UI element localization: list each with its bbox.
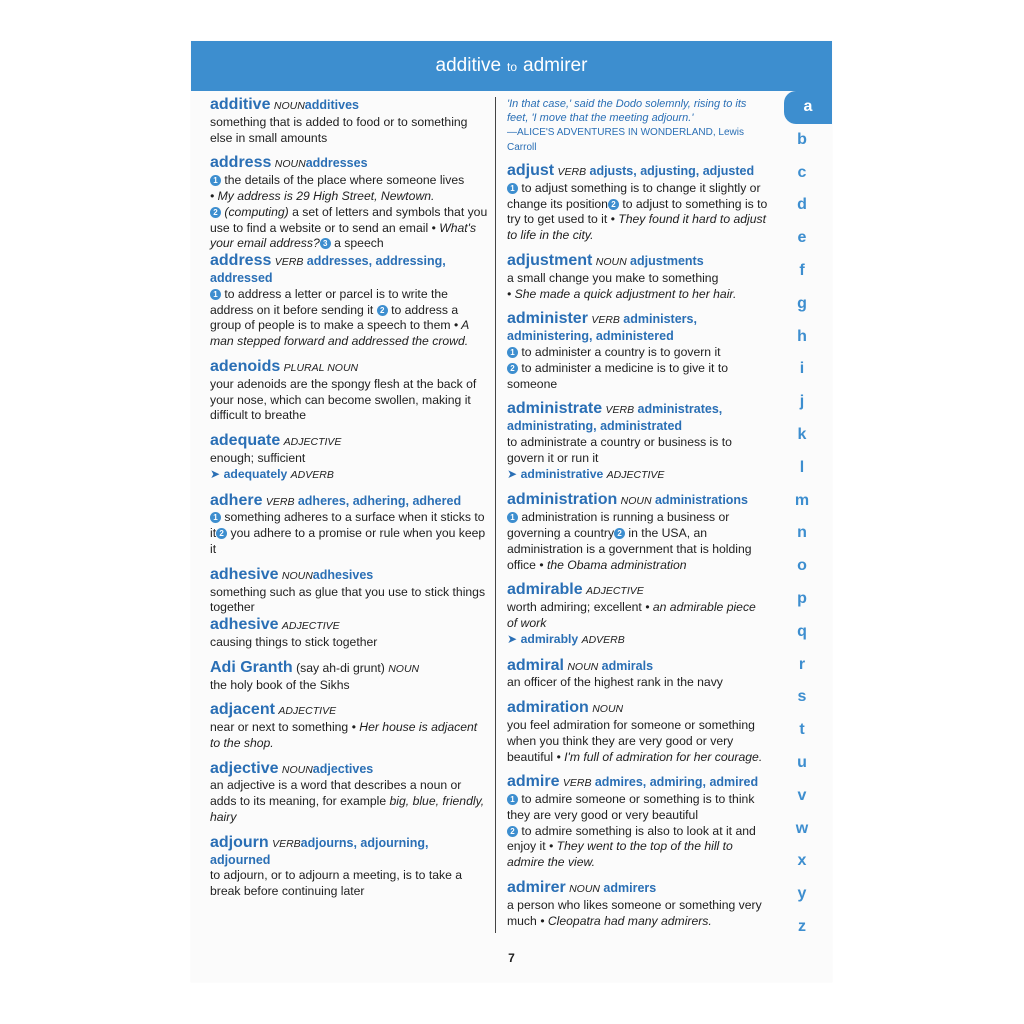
entry-adequate (210, 433, 490, 483)
index-letter-p[interactable]: p (797, 589, 807, 607)
sense-number-2-icon: 2 (377, 305, 388, 316)
example: • Her house is adjacent to the shop. (210, 720, 478, 750)
index-letter-u[interactable]: u (797, 753, 807, 771)
headword: admiration (507, 699, 589, 717)
part-of-speech: ADJECTIVE (283, 436, 342, 449)
entry-adjourn (210, 835, 490, 900)
index-letter-a[interactable]: a (784, 91, 832, 124)
derived-word: adequately (223, 466, 288, 481)
derived-word: admirably (520, 631, 579, 646)
derived-pos: ADVERB (290, 468, 334, 481)
definition: something such as glue that you use to stick things together (210, 584, 486, 615)
headword: address (210, 154, 272, 172)
headword: adjacent (210, 701, 275, 719)
part-of-speech: ADJECTIVE (585, 585, 644, 598)
part-of-speech: NOUN (274, 158, 306, 171)
word-forms: adhesives (312, 567, 374, 582)
definition: worth admiring; excellent (507, 600, 642, 615)
index-letter-s[interactable]: s (797, 688, 807, 706)
part-of-speech: NOUN (281, 763, 313, 776)
word-forms: adjustments (630, 253, 704, 268)
index-letter-f[interactable]: f (799, 261, 805, 279)
sense-number-1-icon: 1 (210, 289, 221, 300)
entry-admiration (507, 700, 769, 765)
part-of-speech: VERB (562, 777, 592, 790)
entry-admirer (507, 880, 769, 929)
definition: a person who likes someone or something very much (507, 897, 762, 928)
entry-adjective (210, 761, 490, 826)
headword: adhere (210, 491, 263, 509)
word-forms: addresses, addressing, addressed (210, 254, 446, 285)
entry-additive (210, 97, 490, 146)
sense-2: a set of letters and symbols that you use to find a website or to send an email (210, 204, 488, 235)
word-forms: admires, admiring, admired (594, 775, 759, 790)
index-letter-q[interactable]: q (797, 622, 807, 640)
word-forms: adjectives (312, 761, 374, 776)
entry-adenoids (210, 359, 490, 424)
entry-admirable (507, 582, 769, 648)
headword: adenoids (210, 357, 281, 375)
entry-administrate (507, 401, 769, 483)
entry-admire (507, 774, 769, 871)
quote-text: 'In that case,' said the Dodo solemnly, rising to its feet, 'I move that the meeting adjourn.' (507, 98, 747, 124)
entry-address-verb (210, 253, 490, 350)
entry-administer (507, 311, 769, 392)
definition: an officer of the highest rank in the navy (507, 675, 723, 690)
definition: enough; sufficient (210, 450, 306, 465)
entry-adhesive-adjective (210, 617, 490, 651)
sense-1: to address a letter or parcel is to write the address on it before sending it (210, 286, 448, 317)
example: • They found it hard to adjust to life in the city. (507, 212, 767, 243)
example: • What's your email address? (210, 220, 477, 251)
headword: administer (507, 310, 588, 328)
definition: near or next to something (210, 720, 349, 735)
part-of-speech: NOUN (388, 662, 420, 675)
index-letter-z[interactable]: z (798, 917, 806, 935)
header-to: to (507, 60, 518, 74)
headword: admire (507, 773, 560, 791)
word-forms: additives (304, 98, 359, 112)
literary-quote (507, 97, 769, 155)
headword: adhesive (210, 616, 279, 634)
index-letter-c[interactable]: c (797, 163, 807, 181)
headword: adjustment (507, 251, 593, 269)
index-letter-g[interactable]: g (797, 294, 807, 312)
left-column (210, 97, 490, 909)
example: • the Obama administration (535, 557, 687, 572)
word-forms: addresses (305, 156, 368, 171)
header-first-word: additive (435, 55, 502, 76)
part-of-speech: NOUN (595, 255, 627, 268)
part-of-speech: VERB (605, 404, 635, 417)
headword: adjourn (210, 833, 269, 851)
example: • She made a quick adjustment to her hair. (507, 286, 737, 301)
headword: address (210, 252, 272, 270)
derived-word: administrative (520, 466, 604, 481)
part-of-speech: ADJECTIVE (278, 705, 337, 718)
example: • My address is 29 High Street, Newtown. (210, 188, 435, 203)
arrow-icon: ➤ (507, 466, 518, 481)
index-letter-b[interactable]: b (797, 130, 807, 148)
index-letter-t[interactable]: t (799, 721, 805, 739)
entry-adi-granth (210, 660, 490, 694)
right-column (507, 97, 769, 938)
entry-administration (507, 492, 769, 573)
arrow-icon: ➤ (210, 466, 221, 481)
index-letter-o[interactable]: o (797, 557, 807, 575)
sense-2: you adhere to a promise or rule when you keep it (210, 526, 486, 556)
sense-number-3-icon: 3 (320, 238, 331, 249)
headword: administrate (507, 400, 603, 418)
entry-adhere (210, 493, 490, 558)
sense-2: to address a group of people is to make a speech to them (210, 302, 459, 333)
sense-1: to admire someone or something is to think they are very good or very beautiful (507, 792, 755, 822)
word-forms: adheres, adhering, adhered (297, 493, 462, 508)
sense-1: to administer a country is to govern it (518, 344, 721, 359)
definition: to administrate a country or business is to govern it or run it (507, 434, 732, 465)
part-of-speech: VERB (272, 837, 301, 850)
alphabet-index (775, 91, 832, 944)
entry-adjust (507, 163, 769, 244)
part-of-speech: NOUN (567, 660, 599, 673)
part-of-speech: PLURAL NOUN (283, 361, 359, 374)
sense-number-1-icon: 1 (507, 183, 518, 194)
word-forms: adjourns, adjourning, adjourned (210, 835, 429, 867)
part-of-speech: NOUN (569, 883, 601, 896)
derived-pos: ADVERB (581, 633, 625, 646)
word-forms: admirers (603, 881, 657, 896)
entry-address-noun (210, 155, 490, 252)
quote-source: —ALICE'S ADVENTURES IN WONDERLAND, Lewis Carroll (507, 127, 744, 153)
pronunciation: (say ah-di grunt) (296, 660, 385, 675)
index-letter-v[interactable]: v (797, 786, 807, 804)
headword: admiral (507, 656, 564, 674)
subject-label: (computing) (224, 204, 289, 219)
part-of-speech: NOUN (620, 495, 652, 508)
sense-2: to adjust to something is to try to get used to it (507, 196, 768, 227)
part-of-speech: VERB (274, 256, 304, 269)
example: big, blue, friendly, hairy (210, 794, 485, 825)
sense-number-2-icon: 2 (216, 528, 227, 539)
headword: adjust (507, 162, 555, 179)
definition: causing things to stick together (210, 634, 378, 649)
index-letter-e[interactable]: e (797, 229, 807, 247)
example: • an admirable piece of work (507, 600, 756, 630)
index-letter-r[interactable]: r (798, 655, 806, 673)
sense-number-2-icon: 2 (608, 199, 619, 210)
sense-number-1-icon: 1 (507, 347, 518, 358)
part-of-speech: NOUN (273, 100, 305, 112)
definition: your adenoids are the spongy flesh at the back of your nose, which can become swollen, making it difficult to breathe (210, 376, 477, 423)
sense-1: to adjust something is to change it slightly or change its position (507, 180, 761, 211)
entry-admiral (507, 658, 769, 692)
index-letter-l[interactable]: l (799, 458, 805, 476)
entry-adjustment (507, 253, 769, 302)
part-of-speech: NOUN (281, 569, 313, 582)
example: • I'm full of admiration for her courage. (553, 749, 763, 764)
example: • A man stepped forward and addressed the crowd. (210, 318, 469, 349)
word-forms: administrates, administrating, administrated (507, 402, 723, 434)
definition: a small change you make to something (507, 270, 719, 285)
derived-pos: ADJECTIVE (606, 468, 665, 481)
part-of-speech: VERB (591, 314, 620, 327)
definition: to adjourn, or to adjourn a meeting, is to take a break before continuing later (210, 868, 463, 899)
definition: something that is added to food or to something else in small amounts (210, 114, 468, 145)
definition: the holy book of the Sikhs (210, 677, 350, 692)
index-letter-j[interactable]: j (799, 393, 805, 411)
sense-number-1-icon: 1 (210, 175, 221, 186)
word-forms: administrations (654, 493, 749, 508)
part-of-speech: VERB (265, 495, 295, 508)
index-letter-i[interactable]: i (799, 360, 805, 378)
index-letter-x[interactable]: x (797, 852, 807, 870)
sense-1: administration is running a business or governing a country (507, 510, 730, 540)
headword: administration (507, 491, 618, 509)
dictionary-page (191, 41, 832, 982)
word-forms: adjusts, adjusting, adjusted (589, 164, 755, 178)
index-letter-n[interactable]: n (797, 524, 807, 542)
sense-number-1-icon: 1 (507, 512, 518, 523)
sense-number-2-icon: 2 (507, 826, 518, 837)
index-letter-d[interactable]: d (797, 196, 807, 214)
word-forms: administers, administering, administered (507, 312, 697, 344)
sense-number-2-icon: 2 (614, 528, 625, 539)
example: • They went to the top of the hill to admire the view. (507, 839, 733, 870)
sense-1: something adheres to a surface when it sticks to it (210, 510, 485, 541)
sense-2: in the USA, an administration is a government that is holding office (507, 525, 752, 572)
headword: adequate (210, 432, 281, 450)
sense-2: to administer a medicine is to give it to someone (507, 360, 728, 391)
headword: admirer (507, 879, 566, 897)
sense-3: a speech (330, 236, 384, 251)
part-of-speech: NOUN (592, 703, 624, 716)
headword: adhesive (210, 565, 279, 583)
part-of-speech: ADJECTIVE (281, 620, 340, 633)
index-letter-h[interactable]: h (797, 327, 807, 345)
example: • Cleopatra had many admirers. (536, 913, 712, 928)
page-header (191, 41, 832, 91)
entry-adjacent (210, 702, 490, 751)
index-letter-w[interactable]: w (795, 819, 809, 837)
headword: additive (210, 96, 271, 113)
definition: you feel admiration for someone or something when you think they are very good or very beautiful (507, 717, 755, 764)
page-number: 7 (508, 951, 515, 965)
sense-2: to admire something is also to look at it and enjoy it (507, 823, 756, 854)
sense-number-1-icon: 1 (507, 794, 518, 805)
sense-number-1-icon: 1 (210, 512, 221, 523)
word-forms: admirals (601, 658, 654, 673)
sense-1: the details of the place where someone lives (224, 173, 465, 188)
index-letter-k[interactable]: k (797, 425, 807, 443)
headword: adjective (210, 759, 279, 777)
index-letter-m[interactable]: m (794, 491, 810, 509)
arrow-icon: ➤ (507, 631, 518, 646)
part-of-speech: VERB (557, 166, 587, 178)
sense-number-2-icon: 2 (507, 363, 518, 374)
header-last-word: admirer (523, 55, 588, 76)
definition: an adjective is a word that describes a noun or adds to its meaning, for example (210, 778, 462, 809)
entry-adhesive-noun (210, 567, 490, 616)
sense-number-2-icon: 2 (210, 207, 221, 218)
headword: Adi Granth (210, 658, 293, 676)
headword: admirable (507, 581, 583, 599)
index-letter-y[interactable]: y (797, 885, 807, 903)
column-divider (495, 97, 496, 933)
